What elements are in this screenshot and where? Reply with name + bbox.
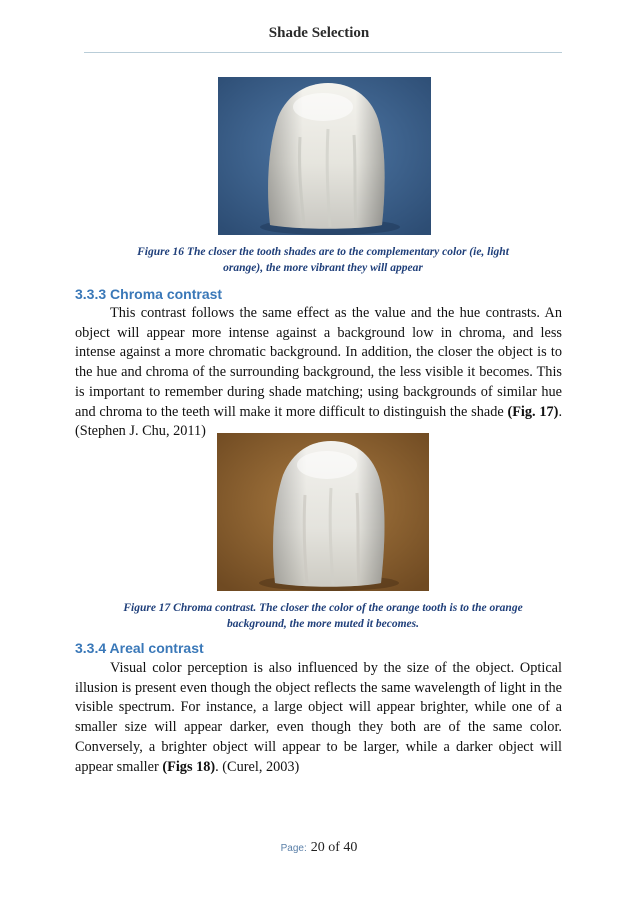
figure-17-image — [217, 433, 429, 591]
figure-17-caption — [84, 600, 562, 632]
section-heading-areal-contrast: 3.3.4 Areal contrast — [75, 640, 204, 656]
figure-16-image — [218, 77, 431, 235]
citation: . (Stephen J. Chu, 2011) — [75, 403, 563, 440]
section-heading-chroma-contrast: 3.3.3 Chroma contrast — [75, 286, 223, 302]
areal-contrast-paragraph — [75, 659, 562, 777]
figure-16-caption — [84, 244, 562, 276]
header-divider — [84, 52, 562, 53]
figure-16-caption-line2: orange), the more vibrant they will appear — [223, 262, 423, 274]
page-label: Page: — [280, 843, 307, 854]
figure-reference: (Figs 18) — [162, 758, 216, 775]
page-header-title: Shade Selection — [268, 25, 370, 41]
figure-17-caption-line2: background, the more muted it becomes. — [227, 618, 419, 630]
figure-17-caption-line1: Figure 17 Chroma contrast. The closer the color of the orange tooth is to the orange — [123, 602, 523, 614]
figure-reference: (Fig. 17) — [507, 403, 559, 420]
tooth-on-orange-background-icon — [217, 433, 429, 591]
tooth-on-blue-background-icon — [218, 77, 431, 235]
citation: . (Curel, 2003) — [215, 758, 300, 775]
paragraph-text: This contrast follows the same effect as the value and the hue contrasts. An object will appear more intense against a background low in chroma, and less intense against a more chromatic background. In addition, the closer the object is to the hue and chroma of the surrounding background, the less visible it becomes. This is important to remember during shade matching; using backgrounds of similar hue and chroma to the teeth will make it more difficult to distinguish the shade — [75, 305, 562, 420]
page-number: 20 of 40 — [310, 840, 358, 855]
page-footer — [0, 838, 638, 856]
paragraph-text: Visual color perception is also influenced by the size of the object. Optical illusion is present even though the object reflects the same wavelength of light in the visible spectrum. For instance, a large object will appear brighter, while one of a smaller size will appear darker, even though they both are of the same color. Conversely, a brighter object will appear to be larger, while a darker object will appear smaller — [75, 660, 562, 775]
figure-16-caption-line1: Figure 16 The closer the tooth shades are to the complementary color (ie, light — [137, 246, 509, 258]
chroma-contrast-paragraph — [75, 304, 562, 442]
